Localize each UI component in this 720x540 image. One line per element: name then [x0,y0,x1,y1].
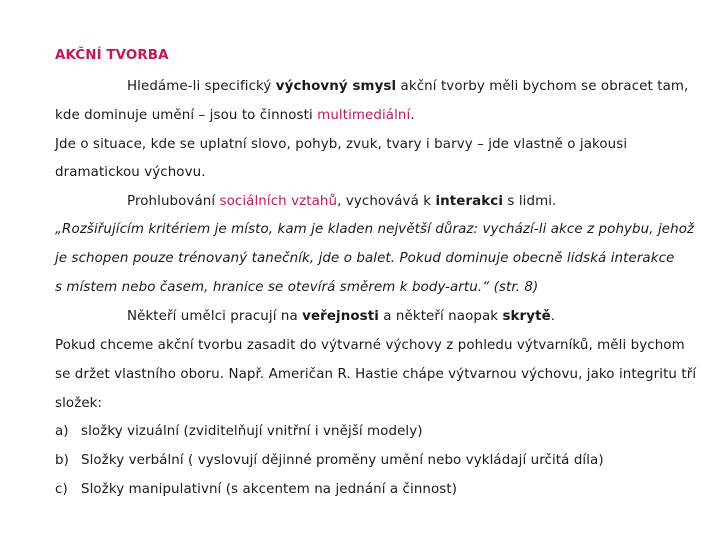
list-item [55,481,457,499]
list-label: b) [55,453,69,468]
quote-line: s místem nebo časem, hranice se otevírá směrem k body-artu.“ (str. 8) [55,280,539,295]
quote-line: „Rozšiřujícím kritériem je místo, kam je kladen největší důraz: vychází-li akce z pohybu, jehož [55,222,695,237]
list-label: c) [55,482,68,497]
paragraph-line: dramatickou výchovu. [55,165,206,180]
list-text: Složky manipulativní (s akcentem na jednání a činnost) [81,482,458,497]
list-label: a) [55,424,69,439]
list-item [55,452,604,470]
paragraph-line: kde dominuje umění – jsou to činnosti multimediální. [55,108,415,123]
list-item [55,423,423,441]
paragraph-line: Někteří umělci pracují na veřejnosti a někteří naopak skrytě. [127,309,556,324]
quote-line: je schopen pouze trénovaný tanečník, jde o balet. Pokud dominuje obecně lidská interakce [55,251,675,266]
paragraph-line: složek: [55,396,103,411]
document-title: AKČNÍ TVORBA [55,48,169,63]
paragraph-line: se držet vlastního oboru. Např. Američan R. Hastie chápe výtvarnou výchovu, jako integritu tří [55,367,697,382]
paragraph-line: Jde o situace, kde se uplatní slovo, pohyb, zvuk, tvary i barvy – jde vlastně o jakousi [55,137,628,152]
paragraph-line: Prohlubování sociálních vztahů, vychovává k interakci s lidmi. [127,194,557,209]
paragraph-line: Hledáme-li specifický výchovný smysl akční tvorby měli bychom se obracet tam, [127,79,689,94]
list-text: složky vizuální (zviditelňují vnitřní i vnější modely) [81,424,423,439]
list-text: Složky verbální ( vyslovují dějinné proměny umění nebo vykládají určitá díla) [81,453,604,468]
paragraph-line: Pokud chceme akční tvorbu zasadit do výtvarné výchovy z pohledu výtvarníků, měli bychom [55,338,685,353]
